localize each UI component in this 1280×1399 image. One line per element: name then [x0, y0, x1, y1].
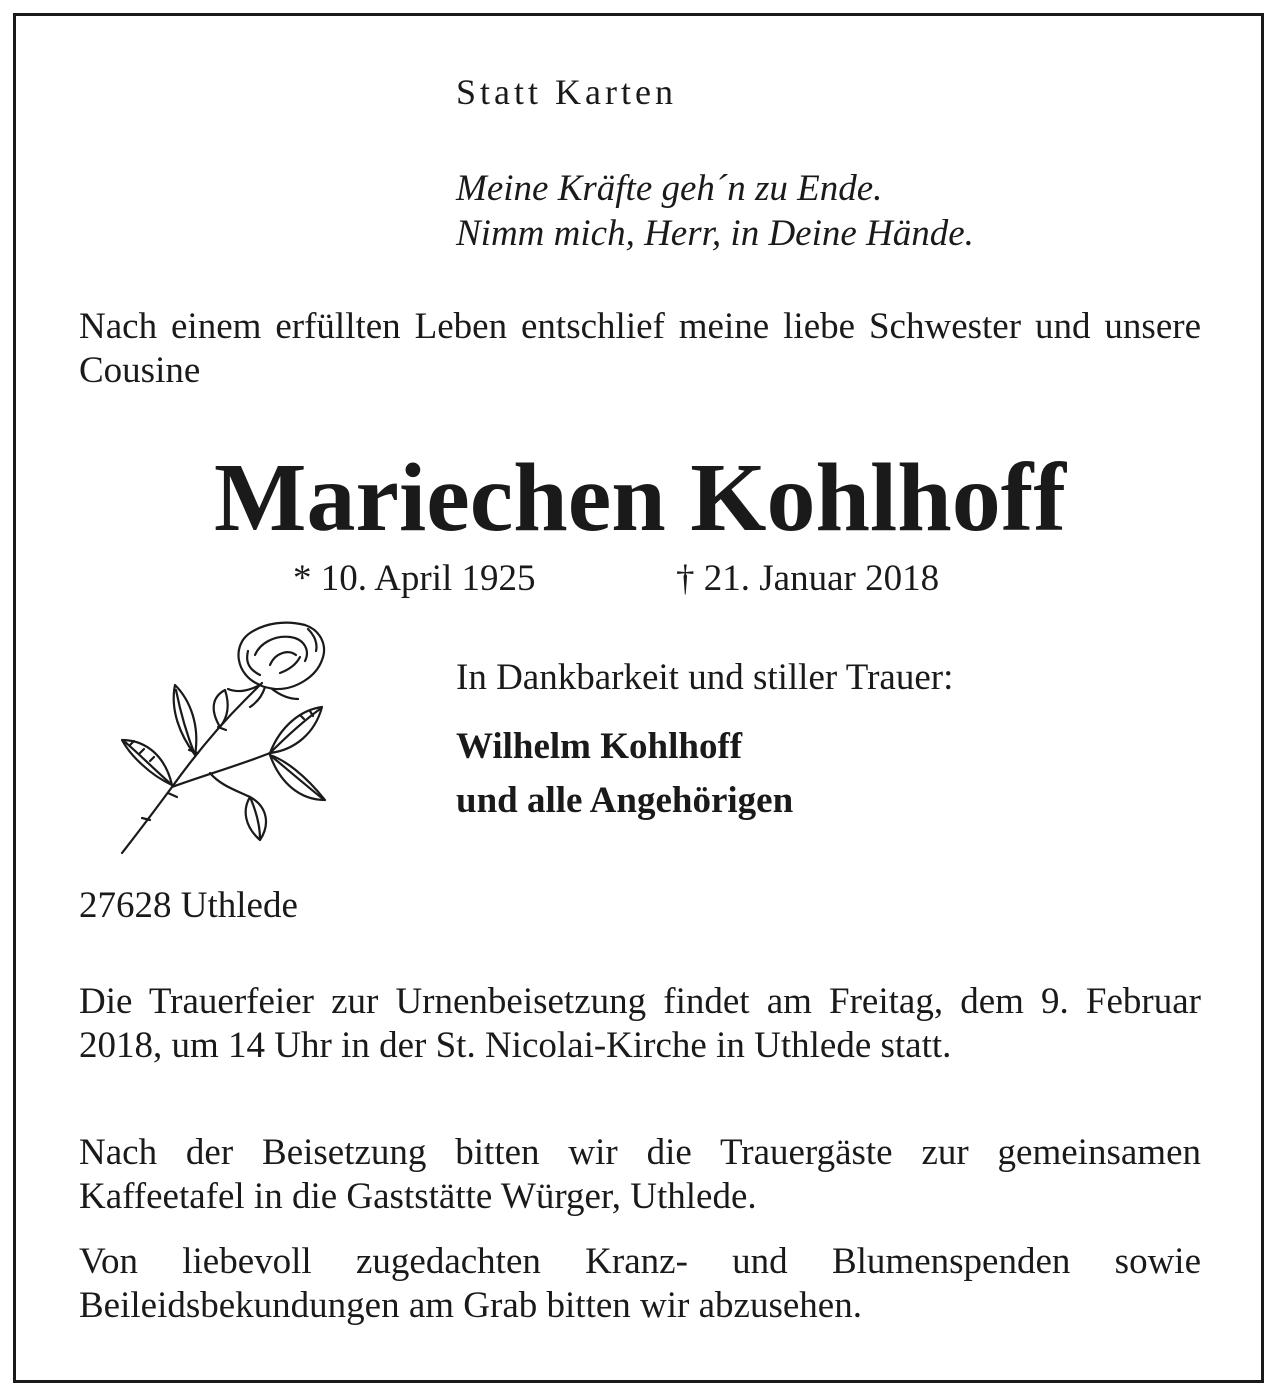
verse: [456, 166, 974, 256]
mourners-intro: In Dankbarkeit und stiller Trauer:: [456, 657, 954, 698]
place: 27628 Uthlede: [79, 885, 298, 926]
notice-header: Statt Karten: [456, 72, 677, 112]
verse-line: Nimm mich, Herr, in Deine Hände.: [456, 213, 974, 254]
paragraph-flowers: Von liebevoll zugedachten Kranz- und Blumenspenden sowie Beileidsbekundungen am Grab bitten wir abzusehen.: [79, 1241, 1201, 1326]
paragraph-funeral: Die Trauerfeier zur Urnenbeisetzung findet am Freitag, dem 9. Februar 2018, um 14 Uhr in der St. Nicolai-Kirche in Uthlede statt.: [79, 981, 1201, 1066]
intro-text: Nach einem erfüllten Leben entschlief meine liebe Schwester und unsere Cousine: [79, 306, 1201, 391]
paragraph-coffee: Nach der Beisetzung bitten wir die Trauergäste zur gemeinsamen Kaffeetafel in die Gaststätte Würger, Uthlede.: [79, 1132, 1201, 1217]
rose-icon: [110, 615, 340, 860]
deceased-name: Mariechen Kohlhoff: [214, 444, 1066, 552]
mourners: [456, 720, 793, 828]
death-date: † 21. Januar 2018: [676, 558, 940, 599]
verse-line: Meine Kräfte geh´n zu Ende.: [456, 168, 883, 209]
birth-date: * 10. April 1925: [293, 558, 536, 599]
mourner-line: und alle Angehörigen: [456, 780, 794, 821]
mourner-line: Wilhelm Kohlhoff: [456, 726, 743, 767]
